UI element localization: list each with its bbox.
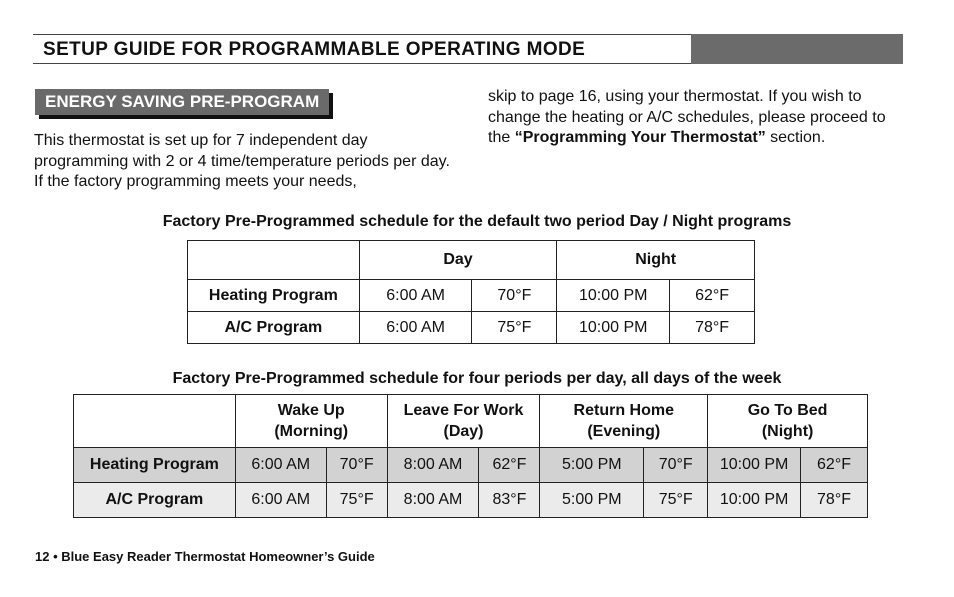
table-corner-cell [188, 241, 360, 280]
table-row [188, 280, 755, 312]
header-line: Go To Bed [747, 402, 828, 419]
row-label-ac: A/C Program [188, 312, 360, 344]
table-cell: 70°F [644, 448, 708, 483]
intro-text-right-after: section. [765, 129, 826, 146]
table-cell: 70°F [326, 448, 387, 483]
header-line: (Day) [443, 423, 484, 440]
page-title: SETUP GUIDE FOR PROGRAMMABLE OPERATING MODE [43, 39, 586, 60]
column-header-leave-for-work [387, 395, 540, 448]
table-cell: 5:00 PM [540, 483, 644, 518]
table-cell: 78°F [801, 483, 868, 518]
row-label-ac: A/C Program [74, 483, 236, 518]
header-line: (Morning) [274, 423, 349, 440]
table-cell: 75°F [326, 483, 387, 518]
table-cell: 8:00 AM [387, 448, 479, 483]
section-title: ENERGY SAVING PRE-PROGRAM [35, 89, 329, 115]
table-cell: 6:00 AM [235, 483, 326, 518]
table-header-row [188, 241, 755, 280]
table-header-row [74, 395, 868, 448]
intro-text-right [488, 87, 908, 149]
table-cell: 78°F [670, 312, 755, 344]
column-header-wake-up [235, 395, 387, 448]
intro-text-left: This thermostat is set up for 7 independent day programming with 2 or 4 time/temperature periods per day. If the factory programming meets your needs, [34, 132, 450, 190]
header-shade-block [691, 34, 903, 64]
table-row [74, 483, 868, 518]
table-cell: 75°F [644, 483, 708, 518]
column-header-day: Day [359, 241, 557, 280]
row-label-heating: Heating Program [188, 280, 360, 312]
table-cell: 10:00 PM [557, 312, 670, 344]
page-footer: 12 • Blue Easy Reader Thermostat Homeowner’s Guide [35, 549, 375, 564]
column-header-go-to-bed [708, 395, 868, 448]
table-cell: 8:00 AM [387, 483, 479, 518]
column-header-night: Night [557, 241, 755, 280]
table-cell: 10:00 PM [557, 280, 670, 312]
table-cell: 75°F [472, 312, 557, 344]
table2-caption: Factory Pre-Programmed schedule for four periods per day, all days of the week [172, 370, 782, 387]
table-cell: 5:00 PM [540, 448, 644, 483]
header-line: Return Home [573, 402, 674, 419]
table-cell: 83°F [479, 483, 540, 518]
header-line: (Night) [761, 423, 814, 440]
programming-link-text: “Programming Your Thermostat” [514, 129, 766, 146]
table-row [74, 448, 868, 483]
column-header-return-home [540, 395, 708, 448]
table-corner-cell [74, 395, 236, 448]
header-line: Leave For Work [403, 402, 524, 419]
row-label-heating: Heating Program [74, 448, 236, 483]
header-line: (Evening) [587, 423, 661, 440]
table-cell: 62°F [479, 448, 540, 483]
table-cell: 62°F [801, 448, 868, 483]
table-cell: 6:00 AM [235, 448, 326, 483]
table-cell: 6:00 AM [359, 280, 472, 312]
two-period-schedule-table [187, 240, 755, 344]
intro-text-right-before: skip to page 16, using your thermostat. If you wish to change the heating or A/C schedules, please proceed to the [488, 88, 886, 146]
header-line: Wake Up [277, 402, 345, 419]
table-cell: 6:00 AM [359, 312, 472, 344]
page-header [33, 34, 903, 64]
table-row [188, 312, 755, 344]
four-period-schedule-table [73, 394, 868, 518]
table1-caption: Factory Pre-Programmed schedule for the default two period Day / Night programs [162, 213, 792, 230]
table-cell: 10:00 PM [708, 448, 801, 483]
table-cell: 10:00 PM [708, 483, 801, 518]
table-cell: 62°F [670, 280, 755, 312]
table-cell: 70°F [472, 280, 557, 312]
